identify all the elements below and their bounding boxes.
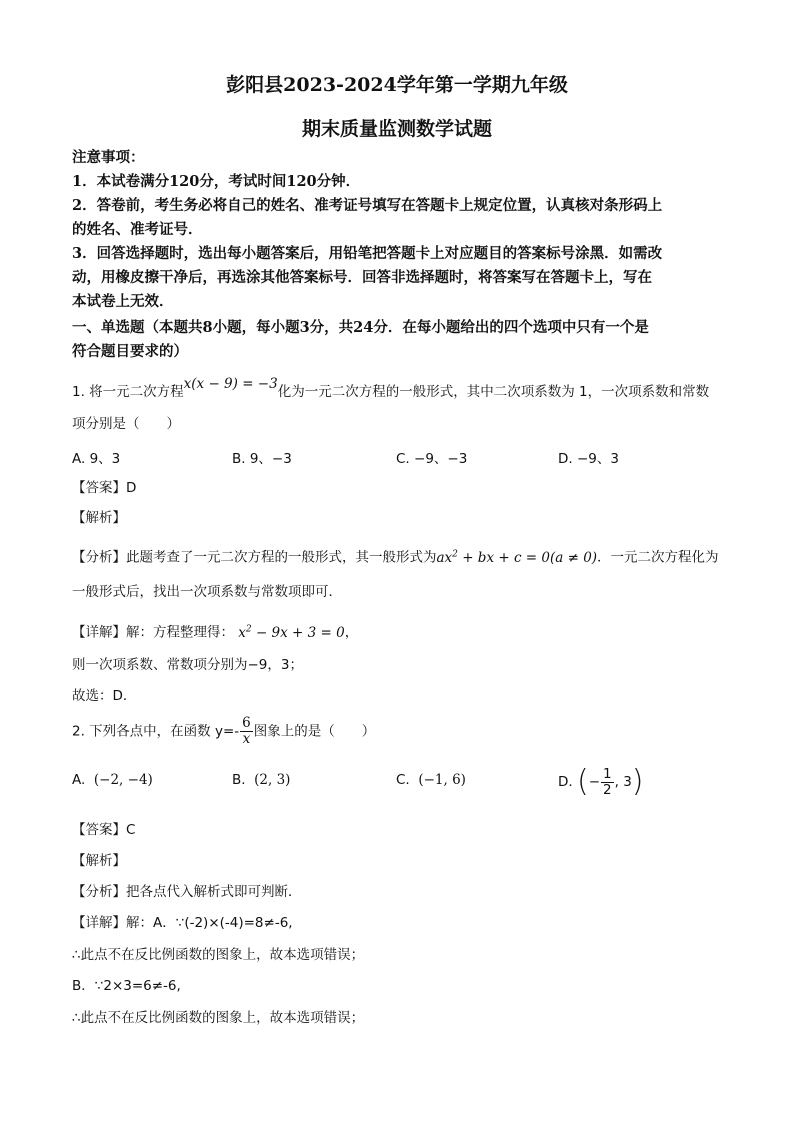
q2-option-b-label: B.	[232, 772, 246, 788]
q2-option-d-rparen: )	[631, 764, 644, 799]
q2-option-a-label: A.	[72, 772, 86, 788]
q1-analysis-label: 【解析】	[72, 510, 126, 526]
q1-fenxi-post: ．一元二次方程化为	[597, 549, 719, 566]
q2-option-d-rest: , 3	[614, 774, 632, 790]
q1-option-a: A. 9、3	[72, 451, 121, 467]
q2-option-d-lparen: (	[576, 764, 589, 799]
q1-xiangjie-pre: 【详解】解：方程整理得：	[72, 624, 234, 641]
q2-stem-pre: 2. 下列各点中，在函数 y=-	[72, 723, 240, 740]
q2-stem	[72, 716, 375, 747]
q1-option-b: B. 9、−3	[232, 451, 292, 467]
q2-option-d-fraction	[601, 767, 614, 798]
q2-option-d	[558, 762, 644, 802]
q1-fenxi	[72, 544, 719, 568]
q2-fraction	[240, 716, 253, 747]
q1-answer: 【答案】D	[72, 480, 137, 496]
q2-option-b	[232, 772, 290, 788]
q1-equation: x(x − 9) = −3	[183, 376, 278, 392]
q1-stem	[72, 376, 710, 402]
section-heading-b: 符合题目要求的）	[72, 343, 188, 360]
q2-fenxi: 【分析】把各点代入解析式即可判断．	[72, 884, 302, 900]
section-heading-a: 一、单选题（本题共8小题，每小题3分，共24分．在每小题给出的四个选项中只有一个是	[72, 319, 649, 336]
q2-option-a-value: (−2, −4)	[93, 772, 153, 788]
q2-option-c-label: C.	[396, 772, 410, 788]
q2-fraction-num: 6	[242, 715, 251, 731]
q2-stem-post: 图象上的是（ ）	[253, 723, 376, 740]
q2-option-c-value: (−1, 6)	[418, 772, 466, 788]
q1-fenxi-formula-sup: 2	[452, 549, 458, 559]
q1-fenxi-pre: 【分析】此题考查了一元二次方程的一般形式，其一般形式为	[72, 549, 437, 566]
q2-xiangjie: 【详解】解：A．∵(-2)×(-4)=8≠-6,	[72, 915, 293, 931]
q1-fenxi-formula	[437, 550, 598, 566]
q2-answer: 【答案】C	[72, 822, 136, 838]
notice-item-3c: 本试卷上无效．	[72, 293, 174, 310]
q2-option-d-label: D.	[558, 774, 573, 790]
q2-line-b1: B．∵2×3=6≠-6,	[72, 978, 181, 994]
q2-line-a2: ∴此点不在反比例函数的图象上，故本选项错误；	[72, 947, 365, 963]
q1-option-d: D. −9、3	[558, 451, 619, 467]
notice-item-2b: 的姓名、准考证号．	[72, 221, 203, 238]
q2-line-b2: ∴此点不在反比例函数的图象上，故本选项错误；	[72, 1010, 365, 1026]
q2-option-c	[396, 772, 466, 788]
q1-fenxi-formula-a: ax	[436, 549, 453, 566]
q1-xiangjie-formula-sup: 2	[245, 624, 252, 634]
notice-item-1: 1．本试卷满分120分，考试时间120分钟．	[72, 173, 361, 190]
q2-analysis-label: 【解析】	[72, 853, 126, 869]
q2-option-d-num: 1	[603, 765, 612, 782]
q2-option-a	[72, 772, 153, 788]
q1-option-c: C. −9、−3	[396, 451, 468, 467]
notice-heading: 注意事项：	[72, 149, 145, 166]
notice-item-3b: 动，用橡皮擦干净后，再选涂其他答案标号．回答非选择题时，将答案写在答题卡上，写在	[72, 269, 652, 286]
q1-stem-post: 化为一元二次方程的一般形式，其中二次项系数为 1，一次项系数和常数	[277, 384, 710, 400]
q1-stem-line2: 项分别是（ ）	[72, 416, 180, 432]
q1-stem-pre: 1. 将一元二次方程	[72, 384, 184, 400]
page-title-line1: 彭阳县2023-2024学年第一学期九年级	[226, 74, 568, 96]
q1-xiangjie-formula-b: − 9x + 3 = 0	[251, 624, 345, 641]
notice-item-2a: 2．答卷前，考生务必将自己的姓名、准考证号填写在答题卡上规定位置，认真核对条形码上	[72, 197, 663, 214]
q2-option-d-den: 2	[603, 781, 612, 798]
q1-xiangjie	[72, 619, 358, 643]
q1-fenxi-line2: 一般形式后，找出一次项系数与常数项即可．	[72, 584, 342, 600]
q1-xiangjie-formula	[234, 625, 345, 641]
q1-choice: 故选：D．	[72, 688, 137, 704]
q1-xiangjie-post: ，	[344, 624, 359, 641]
q1-xiangjie-formula-a: x	[238, 624, 246, 641]
q1-fenxi-formula-b: + bx + c = 0(a ≠ 0)	[457, 549, 598, 566]
notice-item-3a: 3．回答选择题时，选出每小题答案后，用铅笔把答题卡上对应题目的答案标号涂黑．如需改	[72, 245, 663, 262]
q1-result: 则一次项系数、常数项分别为−9，3；	[72, 657, 303, 673]
page-title-line2: 期末质量监测数学试题	[301, 118, 492, 140]
q2-fraction-den: x	[242, 731, 251, 747]
q2-option-b-value: (2, 3)	[254, 772, 291, 788]
q2-option-d-sign: −	[588, 774, 601, 790]
